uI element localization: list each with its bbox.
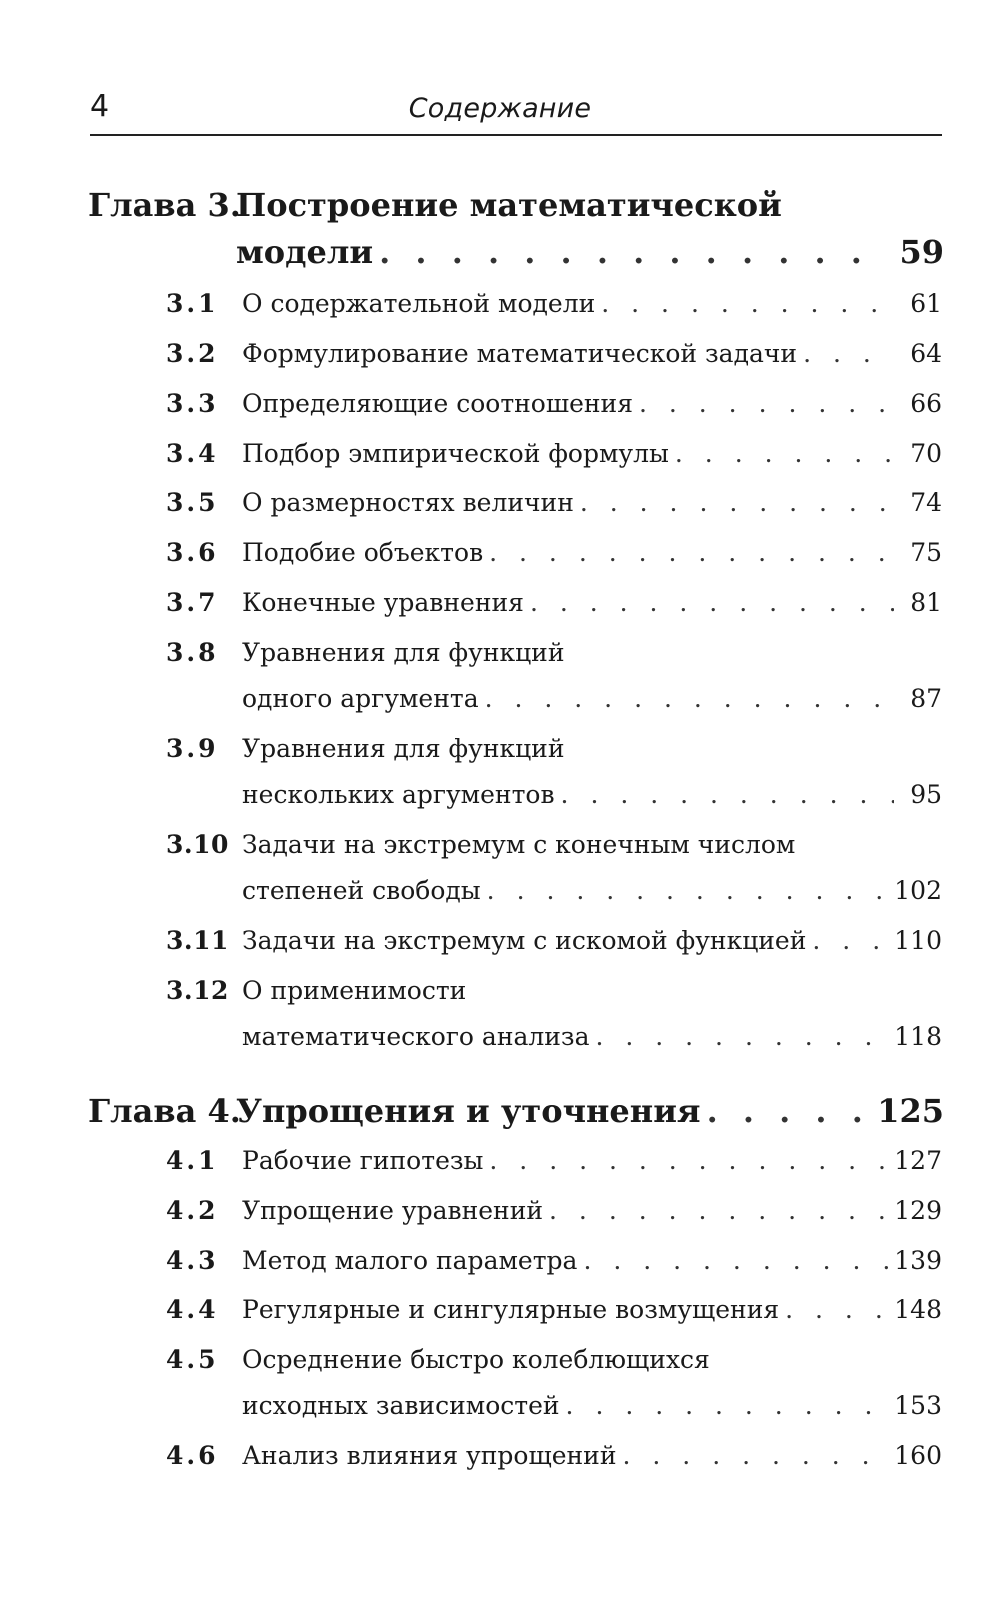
section-number: 3.2 — [166, 339, 219, 368]
dot-leader — [549, 1191, 890, 1231]
section-title-cont: исходных зависимостей — [242, 1391, 560, 1420]
dot-leader — [566, 1386, 891, 1426]
section-number: 3.4 — [166, 439, 219, 468]
dot-leader — [489, 533, 894, 573]
section-title: Подобие объектов — [242, 538, 484, 567]
dot-leader — [583, 1241, 890, 1281]
entry-line — [242, 1191, 942, 1231]
section-number: 4.1 — [166, 1146, 219, 1175]
entry-line — [242, 1290, 942, 1330]
entry-line — [242, 871, 942, 911]
section-title: О размерностях величин — [242, 488, 574, 517]
page-number: 4 — [90, 89, 110, 124]
section-title-cont: одного аргумента — [242, 684, 479, 713]
chapter-3-title-text-2: модели — [236, 233, 374, 271]
section-title-cont: нескольких аргументов — [242, 780, 555, 809]
section-page: 160 — [894, 1441, 942, 1470]
section-page: 102 — [894, 876, 942, 905]
chapter-3-title-line-2 — [236, 232, 944, 272]
dot-leader — [812, 921, 890, 961]
section-page: 95 — [910, 780, 942, 809]
entry-line — [242, 284, 942, 324]
section-number: 3.11 — [166, 926, 229, 955]
section-page: 81 — [910, 588, 942, 617]
entry-line — [242, 1017, 942, 1057]
section-title-cont: математического анализа — [242, 1022, 590, 1051]
section-title: Метод малого параметра — [242, 1246, 578, 1275]
section-title: Определяющие соотношения — [242, 389, 633, 418]
entry-line — [242, 583, 942, 623]
section-page: 64 — [910, 339, 942, 368]
section-page: 87 — [910, 684, 942, 713]
entry-line — [242, 334, 942, 374]
chapter-3-page: 59 — [899, 233, 944, 271]
section-title: Упрощение уравнений — [242, 1196, 544, 1225]
section-title: Уравнения для функций — [242, 638, 565, 667]
section-title: Рабочие гипотезы — [242, 1146, 484, 1175]
entry-line — [242, 633, 942, 673]
section-number: 4.2 — [166, 1196, 219, 1225]
dot-leader — [487, 871, 891, 911]
header-rule — [90, 134, 942, 136]
section-title-cont: степеней свободы — [242, 876, 481, 905]
chapter-4-title-text: Упрощения и уточнения — [236, 1092, 701, 1130]
section-page: 139 — [894, 1246, 942, 1275]
entry-line — [242, 775, 942, 815]
dot-leader — [623, 1436, 891, 1476]
section-number: 3.12 — [166, 976, 229, 1005]
section-page: 129 — [894, 1196, 942, 1225]
entry-line — [242, 1241, 942, 1281]
section-number: 4.4 — [166, 1295, 219, 1324]
section-title: Осреднение быстро колеблющихся — [242, 1345, 710, 1374]
entry-line — [242, 1436, 942, 1476]
section-number: 3.7 — [166, 588, 219, 617]
dot-leader — [675, 434, 894, 474]
entry-line — [242, 384, 942, 424]
section-page: 74 — [910, 488, 942, 517]
dot-leader — [707, 1091, 874, 1131]
section-number: 4.3 — [166, 1246, 219, 1275]
entry-line — [242, 971, 942, 1011]
dot-leader — [595, 1017, 890, 1057]
section-title: Анализ влияния упрощений — [242, 1441, 617, 1470]
section-page: 66 — [910, 389, 942, 418]
chapter-4-title-line — [236, 1091, 944, 1131]
dot-leader — [530, 583, 894, 623]
section-page: 110 — [894, 926, 942, 955]
chapter-3-title-text-1: Построение математической — [236, 186, 782, 224]
section-title: О применимости — [242, 976, 467, 1005]
entry-line — [242, 1386, 942, 1426]
section-number: 3.6 — [166, 538, 219, 567]
section-title: Задачи на экстремум с искомой функцией — [242, 926, 807, 955]
section-page: 61 — [910, 289, 942, 318]
dot-leader — [601, 284, 894, 324]
running-title: Содержание — [408, 93, 592, 124]
dot-leader — [485, 679, 894, 719]
dot-leader — [803, 334, 894, 374]
entry-line — [242, 825, 942, 865]
entry-line — [242, 533, 942, 573]
section-page: 153 — [894, 1391, 942, 1420]
dot-leader — [489, 1141, 890, 1181]
section-title: Уравнения для функций — [242, 734, 565, 763]
section-page: 75 — [910, 538, 942, 567]
section-number: 3.1 — [166, 289, 219, 318]
section-title: Регулярные и сингулярные возмущения — [242, 1295, 780, 1324]
section-page: 148 — [894, 1295, 942, 1324]
section-title: Конечные уравнения — [242, 588, 524, 617]
entry-line — [242, 1340, 942, 1380]
chapter-3-label: Глава 3. — [88, 186, 241, 224]
dot-leader — [580, 483, 894, 523]
entry-line — [242, 921, 942, 961]
section-title: Подбор эмпирической формулы — [242, 439, 669, 468]
dot-leader — [561, 775, 894, 815]
section-number: 4.5 — [166, 1345, 219, 1374]
section-number: 3.3 — [166, 389, 219, 418]
section-title: Формулирование математической задачи — [242, 339, 798, 368]
entry-line — [242, 1141, 942, 1181]
section-number: 4.6 — [166, 1441, 219, 1470]
section-number: 3.5 — [166, 488, 219, 517]
section-page: 118 — [894, 1022, 942, 1051]
chapter-4-page: 125 — [877, 1092, 944, 1130]
entry-line — [242, 729, 942, 769]
entry-line — [242, 679, 942, 719]
dot-leader — [785, 1290, 890, 1330]
chapter-3-title-line-1 — [236, 185, 944, 225]
section-number: 3.8 — [166, 638, 219, 667]
section-number: 3.9 — [166, 734, 219, 763]
section-page: 127 — [894, 1146, 942, 1175]
dot-leader — [639, 384, 894, 424]
dot-leader — [379, 232, 888, 272]
section-number: 3.10 — [166, 830, 229, 859]
entry-line — [242, 434, 942, 474]
chapter-4-label: Глава 4. — [88, 1092, 241, 1130]
section-page: 70 — [910, 439, 942, 468]
section-title: О содержательной модели — [242, 289, 596, 318]
entry-line — [242, 483, 942, 523]
section-title: Задачи на экстремум с конечным числом — [242, 830, 796, 859]
